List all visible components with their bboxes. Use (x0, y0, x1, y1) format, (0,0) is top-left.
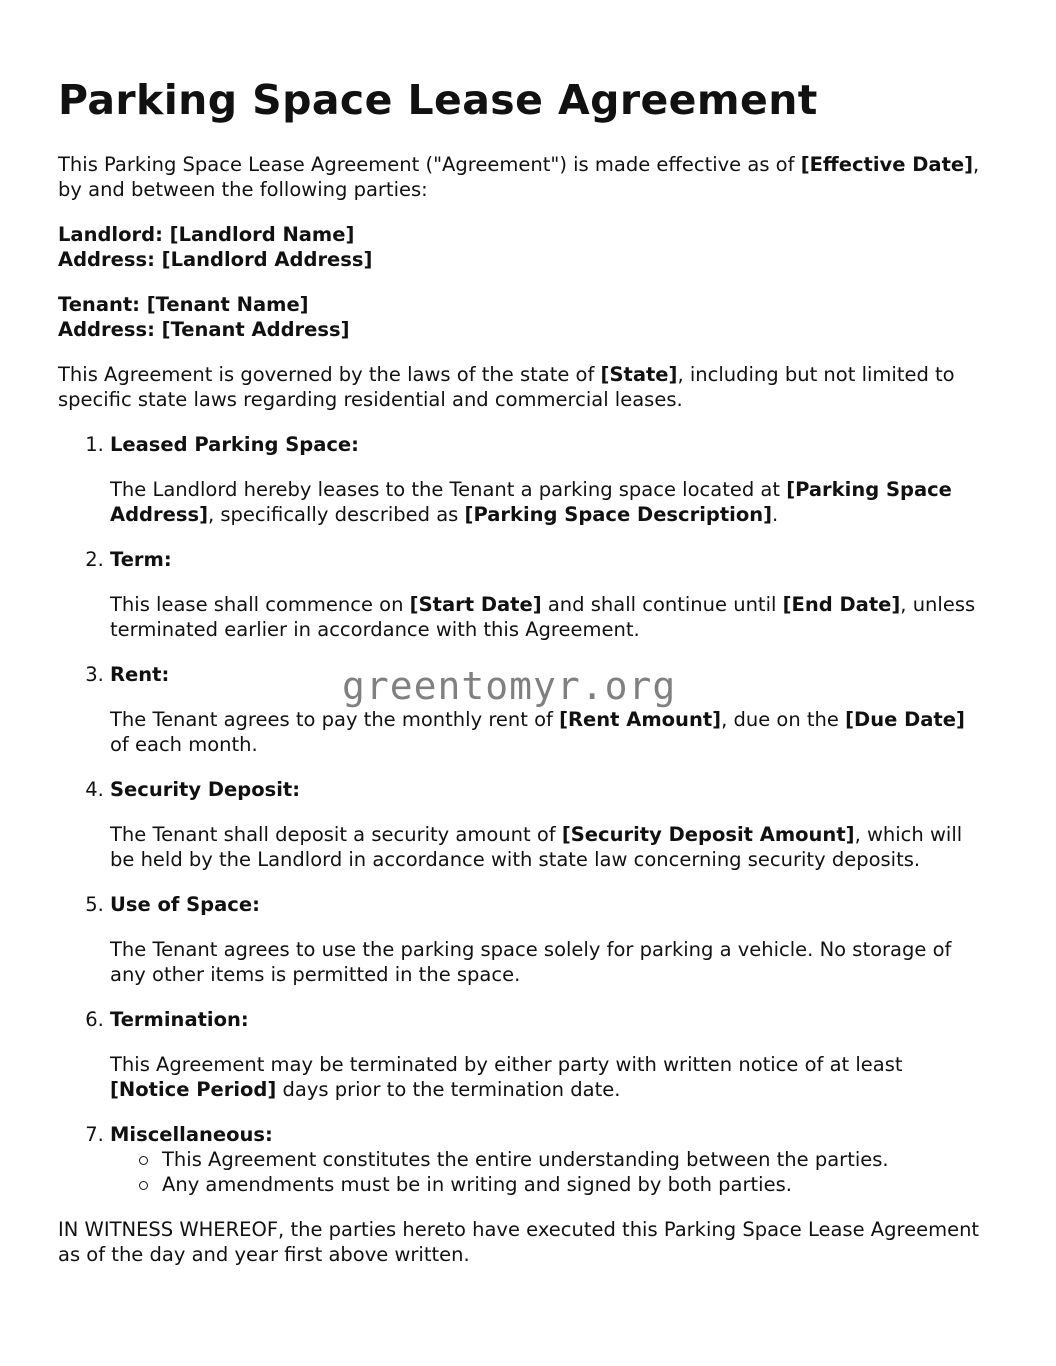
state-placeholder: [State] (600, 363, 678, 386)
tenant-name: Tenant: [Tenant Name] (58, 293, 309, 316)
section-title: 5. Use of Space: (110, 893, 260, 916)
sections-list (58, 432, 988, 1197)
intro-text-end: , by and between the following parties: (58, 153, 980, 201)
governing-text-end: , including but not limited to specific state laws regarding residential and commercial leases. (58, 363, 955, 411)
intro-paragraph (58, 152, 988, 202)
section-text: The Tenant agrees to pay the monthly rent of (110, 708, 560, 731)
governing-law-paragraph (58, 362, 988, 412)
section-text: , unless terminated earlier in accordance with this Agreement. (110, 593, 976, 641)
section-body (110, 707, 988, 757)
section-title: 6. Termination: (110, 1008, 249, 1031)
section-title: 2. Term: (110, 548, 172, 571)
section-title: 7. Miscellaneous: (110, 1123, 273, 1146)
list-item: This Agreement constitutes the entire understanding between the parties. (162, 1147, 988, 1172)
section-miscellaneous (110, 1122, 988, 1197)
landlord-name: Landlord: [Landlord Name] (58, 223, 355, 246)
deposit-amount-placeholder: [Security Deposit Amount] (561, 823, 855, 846)
section-text: , due on the (721, 708, 846, 731)
parking-description-placeholder: [Parking Space Description] (464, 503, 773, 526)
section-security-deposit (110, 777, 988, 872)
section-text: and shall continue until (541, 593, 783, 616)
end-date-placeholder: [End Date] (782, 593, 901, 616)
section-title: 4. Security Deposit: (110, 778, 301, 801)
section-body (110, 477, 988, 527)
document-title: Parking Space Lease Agreement (58, 76, 818, 124)
section-text: The Landlord hereby leases to the Tenant a parking space located at (110, 478, 787, 501)
intro-text: This Parking Space Lease Agreement ("Agreement") is made effective as of (58, 153, 801, 176)
section-title: 3. Rent: (110, 663, 170, 686)
landlord-block (58, 222, 988, 272)
section-leased-space (110, 432, 988, 527)
section-termination (110, 1007, 988, 1102)
section-text: The Tenant shall deposit a security amount of (110, 823, 562, 846)
section-text: This lease shall commence on (110, 593, 410, 616)
section-body (110, 822, 988, 872)
section-text: This Agreement may be terminated by either party with written notice of at least (110, 1053, 903, 1076)
effective-date-placeholder: [Effective Date] (800, 153, 974, 176)
misc-list (110, 1147, 988, 1197)
section-text: , which will be held by the Landlord in accordance with state law concerning security deposits. (110, 823, 963, 871)
section-text: . (772, 503, 779, 526)
section-body: The Tenant agrees to use the parking space solely for parking a vehicle. No storage of any other items is permitted in the space. (110, 938, 952, 986)
section-title: 1. Leased Parking Space: (110, 433, 359, 456)
section-body (110, 592, 988, 642)
due-date-placeholder: [Due Date] (845, 708, 965, 731)
section-use-of-space (110, 892, 988, 987)
section-text: of each month. (110, 733, 258, 756)
list-item: Any amendments must be in writing and signed by both parties. (162, 1172, 988, 1197)
tenant-block (58, 292, 988, 342)
section-text: days prior to the termination date. (276, 1078, 621, 1101)
watermark: greentomyr.org (342, 664, 677, 708)
landlord-address: Address: [Landlord Address] (58, 248, 373, 271)
tenant-address: Address: [Tenant Address] (58, 318, 350, 341)
section-term (110, 547, 988, 642)
parking-address-placeholder: [Parking Space Address] (110, 478, 952, 526)
governing-text: This Agreement is governed by the laws of the state of (58, 363, 601, 386)
start-date-placeholder: [Start Date] (409, 593, 542, 616)
witness-paragraph: IN WITNESS WHEREOF, the parties hereto have executed this Parking Space Lease Agreement as of the day and year first above written. (58, 1218, 980, 1266)
notice-period-placeholder: [Notice Period] (110, 1078, 277, 1101)
section-text: , specifically described as (207, 503, 465, 526)
rent-amount-placeholder: [Rent Amount] (559, 708, 722, 731)
section-body (110, 1052, 988, 1102)
